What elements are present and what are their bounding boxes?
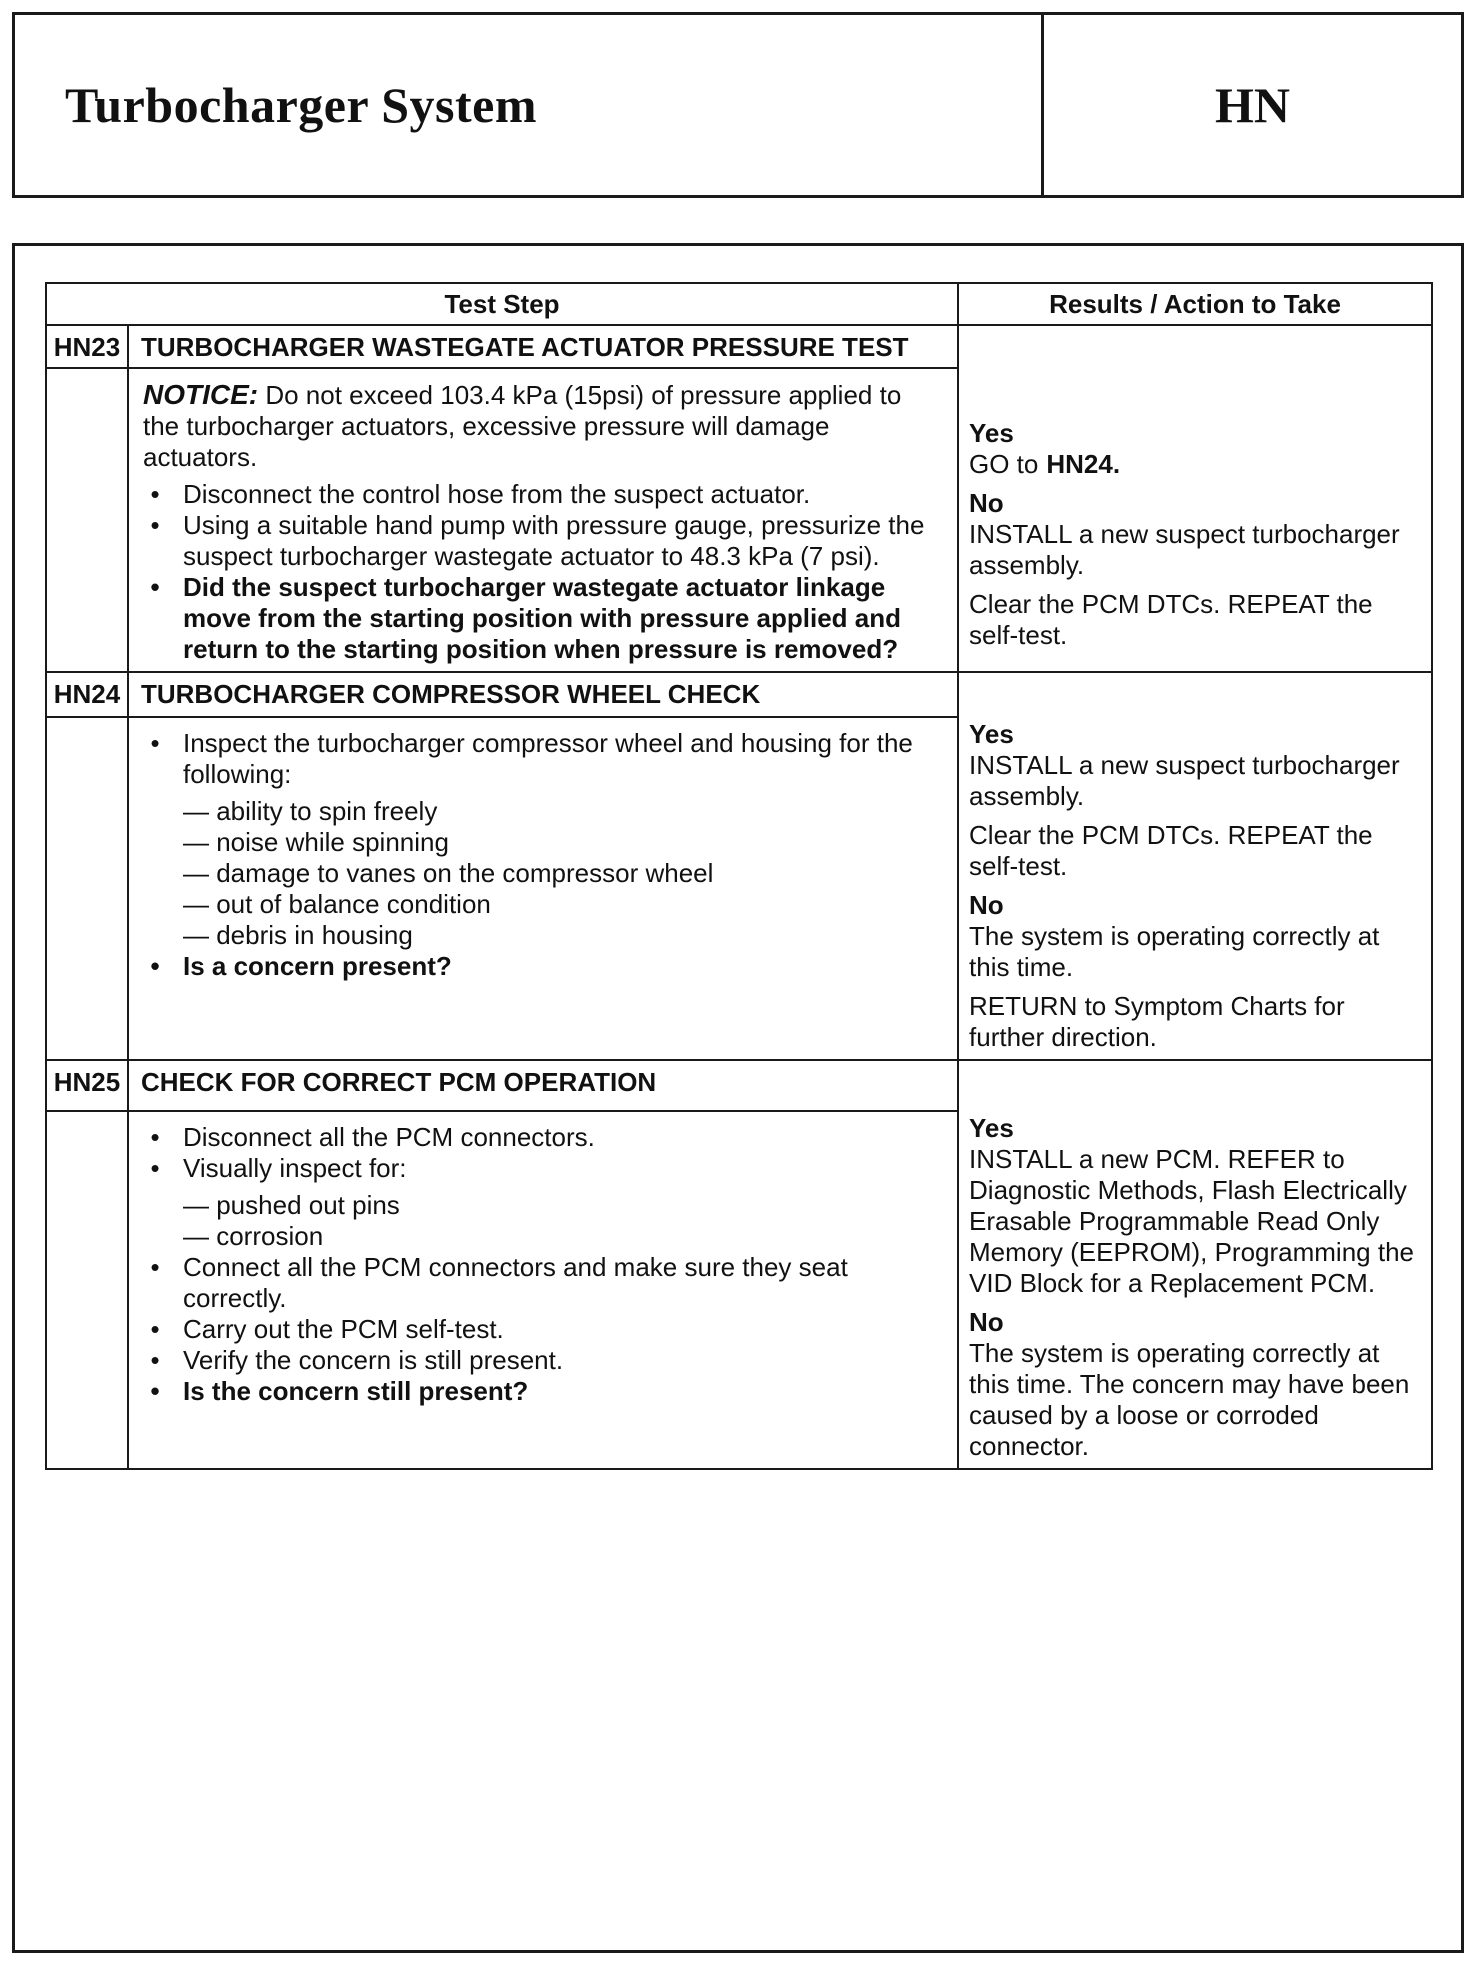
page-header [12, 12, 1464, 198]
bullet-icon: • [150, 1375, 160, 1406]
bullet-icon: • [150, 1251, 160, 1282]
table-header-row [46, 283, 1432, 325]
step-hn23-results [958, 325, 1432, 672]
step-title: CHECK FOR CORRECT PCM OPERATION [128, 1060, 958, 1111]
result-no-action: INSTALL a new suspect turbocharger assembly. [969, 519, 1400, 580]
step-id-spacer [46, 717, 128, 1060]
bullet-icon: • [150, 1313, 160, 1344]
step-hn23-body [128, 368, 958, 672]
bullet-icon: • [150, 510, 160, 540]
test-step-table [45, 282, 1433, 1470]
step-question: • Is a concern present? [143, 951, 941, 982]
notice-paragraph [143, 379, 941, 473]
list-item: • Disconnect all the PCM connectors. [143, 1122, 941, 1153]
step-id-spacer [46, 1111, 128, 1469]
step-title: TURBOCHARGER COMPRESSOR WHEEL CHECK [128, 672, 958, 717]
step-bullets [143, 1122, 941, 1407]
result-no-action-2: Clear the PCM DTCs. REPEAT the self-test. [969, 589, 1373, 650]
result-yes-action: INSTALL a new PCM. REFER to Diagnostic Methods, Flash Electrically Erasable Programmable Read Only Memory (EEPROM), Programming the VID Block for a Replacement PCM. [969, 1144, 1414, 1298]
result-yes-action-2: Clear the PCM DTCs. REPEAT the self-test. [969, 820, 1373, 881]
step-id: HN24 [46, 672, 128, 717]
step-id: HN25 [46, 1060, 128, 1111]
list-item: — corrosion [183, 1220, 324, 1251]
result-no-label: No [969, 488, 1004, 518]
bullet-icon: • [150, 1344, 160, 1375]
list-item: • Disconnect the control hose from the suspect actuator. [143, 479, 941, 510]
step-hn24-body [128, 717, 958, 1060]
list-item: — damage to vanes on the compressor wheel [183, 858, 714, 889]
result-yes-action: GO to HN24. [969, 449, 1121, 479]
step-bullets [143, 479, 941, 665]
step-hn24-title-row [46, 672, 1432, 717]
step-question: • Did the suspect turbocharger wastegate actuator linkage move from the starting position with pressure applied and return to the starting position when pressure is removed? [143, 572, 941, 665]
notice-text: Do not exceed 103.4 kPa (15psi) of pressure applied to the turbocharger actuators, excessive pressure will damage actuators. [143, 380, 902, 472]
result-no-action-2: RETURN to Symptom Charts for further direction. [969, 991, 1345, 1052]
list-item: • Using a suitable hand pump with pressure gauge, pressurize the suspect turbocharger wastegate actuator to 48.3 kPa (7 psi). [143, 510, 941, 572]
bullet-icon: • [150, 479, 160, 509]
section-code: HN [1215, 77, 1290, 133]
step-id: HN23 [46, 325, 128, 368]
result-yes-label: Yes [969, 1113, 1014, 1143]
step-hn24-results [958, 672, 1432, 1060]
list-item: • Inspect the turbocharger compressor wheel and housing for the following: — ability to spin freely — noise while spinning — damage to vanes on the compressor wheel — out of balance condition — debris in housing [143, 728, 941, 951]
step-id-spacer [46, 368, 128, 672]
step-hn23-title-row [46, 325, 1432, 368]
step-question: • Is the concern still present? [143, 1376, 941, 1407]
bullet-icon: • [150, 1152, 160, 1183]
result-yes-action: INSTALL a new suspect turbocharger assembly. [969, 750, 1400, 811]
list-item: • Visually inspect for: — pushed out pins — corrosion [143, 1153, 941, 1252]
bullet-icon: • [150, 951, 160, 982]
bullet-icon: • [150, 728, 160, 759]
result-no-action: The system is operating correctly at this time. The concern may have been caused by a loose or corroded connector. [969, 1338, 1410, 1461]
step-bullets [143, 728, 941, 982]
step-hn25-body [128, 1111, 958, 1469]
result-no-label: No [969, 1307, 1004, 1337]
content-frame [12, 243, 1464, 1953]
result-no-action: The system is operating correctly at this time. [969, 921, 1380, 982]
bullet-icon: • [150, 1121, 160, 1152]
step-hn25-results [958, 1060, 1432, 1469]
bullet-icon: • [150, 572, 160, 602]
sub-list [183, 1190, 941, 1252]
result-yes-label: Yes [969, 719, 1014, 749]
result-yes-label: Yes [969, 418, 1014, 448]
column-header-results: Results / Action to Take [958, 283, 1432, 325]
list-item: — noise while spinning [183, 827, 449, 858]
result-no-label: No [969, 890, 1004, 920]
list-item: • Carry out the PCM self-test. [143, 1314, 941, 1345]
sub-list [183, 796, 941, 951]
step-hn25-title-row [46, 1060, 1432, 1111]
column-header-test-step: Test Step [46, 283, 958, 325]
list-item: • Connect all the PCM connectors and make sure they seat correctly. [143, 1252, 941, 1314]
notice-label: NOTICE: [143, 379, 259, 410]
page-title: Turbocharger System [65, 77, 537, 133]
list-item: • Verify the concern is still present. [143, 1345, 941, 1376]
goto-step-link: HN24. [1046, 449, 1121, 479]
list-item: — out of balance condition [183, 889, 491, 920]
list-item: — pushed out pins [183, 1189, 400, 1220]
step-title: TURBOCHARGER WASTEGATE ACTUATOR PRESSURE TEST [128, 325, 958, 368]
list-item: — debris in housing [183, 920, 413, 951]
list-item: — ability to spin freely [183, 796, 438, 827]
